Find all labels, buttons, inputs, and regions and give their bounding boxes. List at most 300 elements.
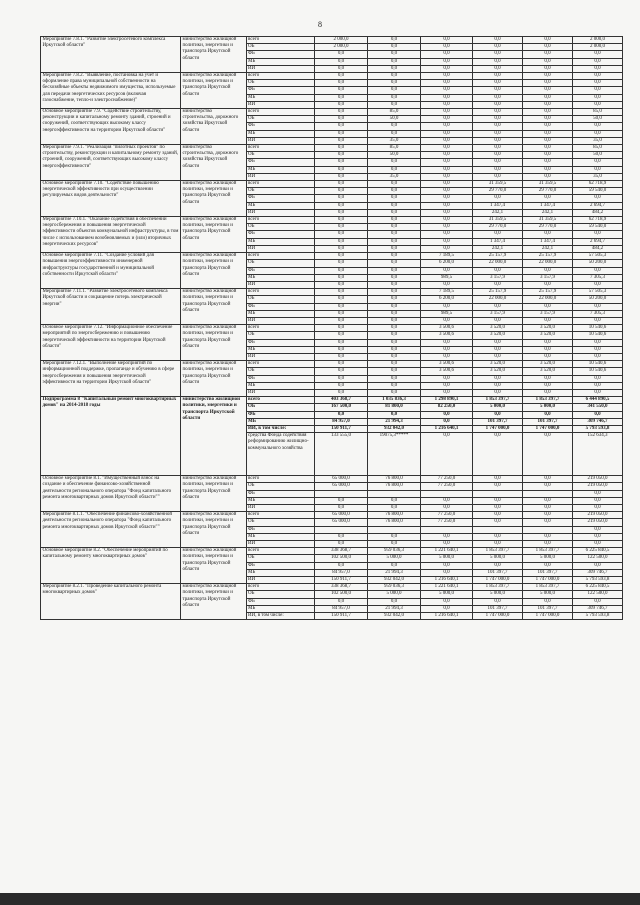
year-value-cell: 7 189,5 xyxy=(421,289,473,296)
year-value-cell xyxy=(523,490,573,497)
funding-source: МБ xyxy=(247,569,315,576)
year-value-cell: 0,0 xyxy=(315,389,368,396)
total-value-cell: 309 746,7 xyxy=(573,569,623,576)
funding-source: МБ xyxy=(247,346,315,353)
year-value-cell: 0,0 xyxy=(421,238,473,245)
table-row xyxy=(41,397,623,404)
year-value-cell: 0,0 xyxy=(368,73,421,80)
responsible-executor: министерство жилищной политики, энергетики и транспорта Иркутской области xyxy=(181,253,247,289)
table-row xyxy=(41,109,623,116)
year-value-cell: 0,0 xyxy=(368,289,421,296)
year-value-cell: 989,5 xyxy=(421,310,473,317)
year-value-cell: 0,0 xyxy=(315,101,368,108)
funding-source: ИИ xyxy=(247,245,315,252)
year-value-cell: 5 000,0 xyxy=(473,404,523,411)
total-value-cell: 0,0 xyxy=(573,159,623,166)
funding-source: всего xyxy=(247,37,315,44)
year-value-cell: 0,0 xyxy=(315,245,368,252)
funding-source: МБ xyxy=(247,202,315,209)
scan-bottom-edge xyxy=(0,893,640,905)
year-value-cell: 0,0 xyxy=(421,605,473,612)
total-value-cell: 219 050,0 xyxy=(573,512,623,519)
year-value-cell: 65 000,0 xyxy=(315,519,368,526)
year-value-cell: 0,0 xyxy=(473,159,523,166)
year-value-cell: 0,0 xyxy=(523,375,573,382)
activity-description: Мероприятие 7.12.1. "Выполнение мероприятий по информационной поддержке, пропаганде и обучению в сфере энергосбережения и повышения энергетической эффективности на территории Иркутской области" xyxy=(41,361,181,397)
year-value-cell: 0,0 xyxy=(315,231,368,238)
total-value-cell: 152 634,3 xyxy=(573,433,623,476)
year-value-cell: 0,0 xyxy=(315,116,368,123)
year-value-cell: 0,0 xyxy=(473,598,523,605)
year-value-cell: 1 747 000,0 xyxy=(523,425,573,432)
funding-source: ФБ xyxy=(247,159,315,166)
year-value-cell: 0,0 xyxy=(473,411,523,418)
table-row xyxy=(41,584,623,591)
year-value-cell: 0,0 xyxy=(523,389,573,396)
total-value-cell: 0,0 xyxy=(573,73,623,80)
year-value-cell: 0,0 xyxy=(368,346,421,353)
year-value-cell xyxy=(421,526,473,533)
year-value-cell: 1 853 397,7 xyxy=(523,397,573,404)
year-value-cell xyxy=(315,526,368,533)
year-value-cell: 101 397,7 xyxy=(523,418,573,425)
year-value-cell: 0,0 xyxy=(421,497,473,504)
year-value-cell: 0,0 xyxy=(473,267,523,274)
year-value-cell: 150 911,7 xyxy=(315,425,368,432)
funding-source: всего xyxy=(247,548,315,555)
activity-description: Подпрограмма 8 "Капитальный ремонт многоквартирных домов" на 2014-2018 годы xyxy=(41,397,181,476)
funding-source: ОБ xyxy=(247,260,315,267)
year-value-cell: 22 000,0 xyxy=(523,296,573,303)
year-value-cell: 0,0 xyxy=(421,224,473,231)
responsible-executor: министерство жилищной политики, энергетики и транспорта Иркутской области xyxy=(181,397,247,476)
year-value-cell: 0,0 xyxy=(368,361,421,368)
year-value-cell xyxy=(368,526,421,533)
year-value-cell: 0,0 xyxy=(473,504,523,511)
year-value-cell: 0,0 xyxy=(473,231,523,238)
year-value-cell: 0,0 xyxy=(368,37,421,44)
year-value-cell: 35,0 xyxy=(368,137,421,144)
year-value-cell: 0,0 xyxy=(421,109,473,116)
year-value-cell: 3 500,6 xyxy=(421,325,473,332)
total-value-cell: 0,0 xyxy=(573,65,623,72)
year-value-cell: 0,0 xyxy=(523,483,573,490)
total-value-cell: 0,0 xyxy=(573,411,623,418)
year-value-cell: 0,0 xyxy=(421,101,473,108)
year-value-cell: 0,0 xyxy=(368,51,421,58)
funding-source: ИИ xyxy=(247,101,315,108)
year-value-cell: 0,0 xyxy=(368,598,421,605)
year-value-cell: 0,0 xyxy=(368,497,421,504)
total-value-cell: 62 718,9 xyxy=(573,217,623,224)
table-row xyxy=(41,217,623,224)
year-value-cell: 0,0 xyxy=(368,195,421,202)
year-value-cell: 22 000,0 xyxy=(473,296,523,303)
year-value-cell: 0,0 xyxy=(473,533,523,540)
year-value-cell: 0,0 xyxy=(523,433,573,476)
year-value-cell: 0,0 xyxy=(473,145,523,152)
total-value-cell: 10 540,6 xyxy=(573,361,623,368)
year-value-cell: 0,0 xyxy=(473,562,523,569)
funding-source: ИИ xyxy=(247,317,315,324)
year-value-cell: 29 770,0 xyxy=(473,188,523,195)
year-value-cell: 0,0 xyxy=(315,296,368,303)
funding-source: ОБ xyxy=(247,44,315,51)
year-value-cell: 0,0 xyxy=(421,353,473,360)
year-value-cell: 1 298 890,1 xyxy=(421,397,473,404)
year-value-cell: 3 520,0 xyxy=(473,368,523,375)
year-value-cell: 0,0 xyxy=(368,44,421,51)
total-value-cell: 6 225 840,5 xyxy=(573,584,623,591)
year-value-cell: 1 747 000,0 xyxy=(473,613,523,620)
funding-source: ОБ xyxy=(247,519,315,526)
year-value-cell: 932 042,0 xyxy=(368,425,421,432)
year-value-cell: 21 994,3 xyxy=(368,605,421,612)
total-value-cell: 6 225 840,5 xyxy=(573,548,623,555)
table-row xyxy=(41,476,623,483)
year-value-cell: 0,0 xyxy=(368,159,421,166)
table-row xyxy=(41,253,623,260)
year-value-cell: 0,0 xyxy=(421,37,473,44)
total-value-cell: 219 050,0 xyxy=(573,519,623,526)
year-value-cell: 959 036,3 xyxy=(368,548,421,555)
year-value-cell: 0,0 xyxy=(368,296,421,303)
year-value-cell: 0,0 xyxy=(473,101,523,108)
year-value-cell: 0,0 xyxy=(523,339,573,346)
year-value-cell: 959 036,3 xyxy=(368,584,421,591)
year-value-cell: 0,0 xyxy=(421,411,473,418)
year-value-cell: 0,0 xyxy=(315,80,368,87)
year-value-cell: 150 911,7 xyxy=(315,613,368,620)
year-value-cell: 338 368,7 xyxy=(315,548,368,555)
table-row xyxy=(41,548,623,555)
year-value-cell: 5 000,0 xyxy=(421,555,473,562)
year-value-cell: 0,0 xyxy=(421,51,473,58)
year-value-cell: 1 853 397,7 xyxy=(523,548,573,555)
year-value-cell: 6 200,0 xyxy=(421,296,473,303)
total-value-cell: 10 540,6 xyxy=(573,332,623,339)
total-value-cell: 57 505,3 xyxy=(573,253,623,260)
year-value-cell: 0,0 xyxy=(368,87,421,94)
funding-source: всего xyxy=(247,181,315,188)
year-value-cell: 0,0 xyxy=(315,375,368,382)
year-value-cell: 0,0 xyxy=(421,73,473,80)
funding-source: ОБ xyxy=(247,152,315,159)
year-value-cell: 0,0 xyxy=(523,37,573,44)
year-value-cell: 0,0 xyxy=(368,130,421,137)
year-value-cell: 5 000,0 xyxy=(473,555,523,562)
total-value-cell: 5 793 593,8 xyxy=(573,613,623,620)
total-value-cell: 0,0 xyxy=(573,375,623,382)
year-value-cell: 0,0 xyxy=(315,361,368,368)
year-value-cell: 0,0 xyxy=(421,58,473,65)
activity-description: Основное мероприятие 7.12. "Информационное обеспечение мероприятий по энергосбережению и повышению энергетической эффективности на территории Иркутской области" xyxy=(41,325,181,361)
year-value-cell: 22 000,0 xyxy=(523,260,573,267)
year-value-cell: 5 000,0 xyxy=(473,591,523,598)
total-value-cell: 5 793 593,8 xyxy=(573,425,623,432)
responsible-executor: министерство жилищной политики, энергетики и транспорта Иркутской области xyxy=(181,548,247,584)
year-value-cell: 81 800,0 xyxy=(368,404,421,411)
responsible-executor: министерство жилищной политики, энергетики и транспорта Иркутской области xyxy=(181,584,247,620)
year-value-cell: 0,0 xyxy=(473,375,523,382)
year-value-cell: 76 800,0 xyxy=(368,512,421,519)
year-value-cell: 0,0 xyxy=(315,58,368,65)
year-value-cell: 0,0 xyxy=(315,289,368,296)
year-value-cell: 84 957,0 xyxy=(315,605,368,612)
year-value-cell: 25 157,9 xyxy=(523,253,573,260)
year-value-cell: 101 397,7 xyxy=(523,605,573,612)
year-value-cell: 76 800,0 xyxy=(368,476,421,483)
responsible-executor: министерство жилищной политики, энергетики и транспорта Иркутской области xyxy=(181,73,247,109)
year-value-cell: 0,0 xyxy=(421,389,473,396)
year-value-cell: 0,0 xyxy=(473,166,523,173)
funding-source: ФБ xyxy=(247,51,315,58)
year-value-cell: 0,0 xyxy=(523,411,573,418)
year-value-cell: 0,0 xyxy=(523,382,573,389)
activity-description: Мероприятие 8.1.1. "Обеспечение финансово-хозяйственной деятельности регионального оператора "Фонд капитального ремонта многоквартирных домов Иркутской области"" xyxy=(41,512,181,548)
year-value-cell: 0,0 xyxy=(523,231,573,238)
year-value-cell: 0,0 xyxy=(315,346,368,353)
year-value-cell: 1 347,4 xyxy=(523,238,573,245)
funding-source: ОБ xyxy=(247,80,315,87)
year-value-cell: 0,0 xyxy=(473,123,523,130)
year-value-cell: 0,0 xyxy=(368,101,421,108)
total-value-cell: 0,0 xyxy=(573,123,623,130)
total-value-cell: 0,0 xyxy=(573,80,623,87)
year-value-cell: 0,0 xyxy=(421,166,473,173)
year-value-cell: 5 000,0 xyxy=(523,555,573,562)
year-value-cell: 0,0 xyxy=(315,274,368,281)
year-value-cell: 0,0 xyxy=(473,353,523,360)
year-value-cell: 0,0 xyxy=(421,159,473,166)
year-value-cell: 0,0 xyxy=(421,80,473,87)
activity-description: Мероприятие 7.11.1. "Развитие электросетевого комплекса Иркутской области и сокращение потерь электрической энергии" xyxy=(41,289,181,325)
year-value-cell: 0,0 xyxy=(315,224,368,231)
funding-source: всего xyxy=(247,361,315,368)
year-value-cell: 0,0 xyxy=(523,109,573,116)
year-value-cell: 0,0 xyxy=(368,58,421,65)
funding-source: ОБ xyxy=(247,591,315,598)
table-row xyxy=(41,181,623,188)
year-value-cell: 0,0 xyxy=(421,231,473,238)
activity-description: Основное мероприятие 8.2. "Обеспечение мероприятий по капитальному ремонту многоквартирных домов" xyxy=(41,548,181,584)
year-value-cell: 0,0 xyxy=(523,51,573,58)
funding-source: ИИ xyxy=(247,541,315,548)
total-value-cell: 0,0 xyxy=(573,317,623,324)
funding-source: ОБ xyxy=(247,404,315,411)
table-row xyxy=(41,73,623,80)
funding-source: ИИ, в том числе: xyxy=(247,613,315,620)
year-value-cell: 0,0 xyxy=(421,267,473,274)
total-value-cell: 0,0 xyxy=(573,281,623,288)
year-value-cell: 101 397,7 xyxy=(523,569,573,576)
responsible-executor: министерство жилищной политики, энергетики и транспорта Иркутской области xyxy=(181,37,247,73)
funding-source: ФБ xyxy=(247,339,315,346)
year-value-cell: 1 853 397,7 xyxy=(473,397,523,404)
year-value-cell: 0,0 xyxy=(421,195,473,202)
funding-source: всего xyxy=(247,325,315,332)
total-value-cell: 7 305,3 xyxy=(573,310,623,317)
year-value-cell: 1 216 640,1 xyxy=(421,577,473,584)
funding-source: ФБ xyxy=(247,490,315,497)
year-value-cell: 0,0 xyxy=(368,260,421,267)
year-value-cell: 0,0 xyxy=(473,137,523,144)
year-value-cell xyxy=(315,490,368,497)
year-value-cell: 0,0 xyxy=(315,159,368,166)
responsible-executor: министерство жилищной политики, энергетики и транспорта Иркутской области xyxy=(181,476,247,512)
funding-source: всего xyxy=(247,476,315,483)
year-value-cell: 0,0 xyxy=(473,51,523,58)
year-value-cell: 0,0 xyxy=(315,303,368,310)
total-value-cell: 219 050,0 xyxy=(573,483,623,490)
activity-description: Мероприятие 7.10.1. "Оказание содействия в обеспечении энергосбережения и повышения энергетической эффективности объектов коммунальной инфраструктуры, в том числе с использованием возобновляемых и (или) вторичных энергетических ресурсов" xyxy=(41,217,181,253)
total-value-cell: 0,0 xyxy=(573,389,623,396)
year-value-cell: 77 250,0 xyxy=(421,483,473,490)
year-value-cell: 0,0 xyxy=(473,303,523,310)
year-value-cell: 0,0 xyxy=(523,519,573,526)
year-value-cell: 3 500,6 xyxy=(421,368,473,375)
year-value-cell: 0,0 xyxy=(523,562,573,569)
year-value-cell: 0,0 xyxy=(315,202,368,209)
year-value-cell: 0,0 xyxy=(315,188,368,195)
year-value-cell: 0,0 xyxy=(368,325,421,332)
year-value-cell: 50,0 xyxy=(368,152,421,159)
total-value-cell: 50,0 xyxy=(573,152,623,159)
year-value-cell: 1 347,4 xyxy=(473,238,523,245)
year-value-cell: 0,0 xyxy=(523,65,573,72)
year-value-cell: 0,0 xyxy=(315,87,368,94)
year-value-cell: 0,0 xyxy=(421,339,473,346)
funding-source: МБ xyxy=(247,533,315,540)
total-value-cell: 0,0 xyxy=(573,339,623,346)
funding-source: всего xyxy=(247,145,315,152)
year-value-cell: 0,0 xyxy=(523,116,573,123)
year-value-cell: 0,0 xyxy=(368,209,421,216)
total-value-cell: 35,0 xyxy=(573,173,623,180)
total-value-cell: 10 540,6 xyxy=(573,368,623,375)
year-value-cell xyxy=(473,526,523,533)
year-value-cell: 0,0 xyxy=(315,353,368,360)
year-value-cell: 35,0 xyxy=(368,173,421,180)
year-value-cell: 167 500,0 xyxy=(315,404,368,411)
year-value-cell: 5 000,0 xyxy=(368,591,421,598)
responsible-executor: министерство жилищной политики, энергетики и транспорта Иркутской области xyxy=(181,325,247,361)
funding-source: ФБ xyxy=(247,267,315,274)
total-value-cell: 0,0 xyxy=(573,87,623,94)
year-value-cell: 0,0 xyxy=(368,238,421,245)
year-value-cell: 0,0 xyxy=(368,94,421,101)
year-value-cell: 0,0 xyxy=(421,541,473,548)
year-value-cell: 0,0 xyxy=(473,109,523,116)
year-value-cell: 0,0 xyxy=(421,65,473,72)
funding-source: ИИ xyxy=(247,281,315,288)
total-value-cell: 0,0 xyxy=(573,562,623,569)
year-value-cell: 21 994,3 xyxy=(368,569,421,576)
year-value-cell: 0,0 xyxy=(421,598,473,605)
funding-source: всего xyxy=(247,109,315,116)
funding-source: МБ xyxy=(247,130,315,137)
year-value-cell: 0,0 xyxy=(473,173,523,180)
year-value-cell: 0,0 xyxy=(421,116,473,123)
year-value-cell: 1 747 000,0 xyxy=(523,577,573,584)
year-value-cell: 1 221 640,1 xyxy=(421,548,473,555)
year-value-cell: 0,0 xyxy=(523,159,573,166)
year-value-cell: 0,0 xyxy=(368,65,421,72)
year-value-cell: 1 853 397,7 xyxy=(523,584,573,591)
year-value-cell: 2 000,0 xyxy=(315,37,368,44)
year-value-cell: 25 157,9 xyxy=(473,289,523,296)
year-value-cell: 0,0 xyxy=(421,569,473,576)
total-value-cell: 0,0 xyxy=(573,497,623,504)
year-value-cell: 0,0 xyxy=(315,65,368,72)
year-value-cell: 0,0 xyxy=(473,87,523,94)
year-value-cell: 1 747 000,0 xyxy=(473,425,523,432)
year-value-cell: 0,0 xyxy=(368,375,421,382)
year-value-cell: 102 500,0 xyxy=(315,591,368,598)
funding-source: всего xyxy=(247,217,315,224)
funding-source: ИИ xyxy=(247,65,315,72)
year-value-cell: 0,0 xyxy=(523,541,573,548)
funding-source: ИИ xyxy=(247,353,315,360)
year-value-cell: 0,0 xyxy=(473,73,523,80)
funding-source: всего xyxy=(247,584,315,591)
year-value-cell: 0,0 xyxy=(368,317,421,324)
year-value-cell: 77 250,0 xyxy=(421,476,473,483)
year-value-cell: 0,0 xyxy=(315,209,368,216)
funding-source: МБ xyxy=(247,605,315,612)
year-value-cell: 0,0 xyxy=(473,195,523,202)
funding-source: ОБ xyxy=(247,483,315,490)
total-value-cell: 85,0 xyxy=(573,109,623,116)
table-body xyxy=(41,37,623,620)
funding-source: всего xyxy=(247,512,315,519)
year-value-cell: 0,0 xyxy=(523,512,573,519)
year-value-cell: 6 200,0 xyxy=(421,260,473,267)
year-value-cell: 0,0 xyxy=(421,375,473,382)
total-value-cell: 0,0 xyxy=(573,490,623,497)
total-value-cell: 50 200,0 xyxy=(573,296,623,303)
year-value-cell: 0,0 xyxy=(523,58,573,65)
year-value-cell: 31 359,5 xyxy=(473,217,523,224)
total-value-cell: 309 746,7 xyxy=(573,418,623,425)
year-value-cell: 0,0 xyxy=(523,137,573,144)
year-value-cell: 25 157,9 xyxy=(473,253,523,260)
year-value-cell: 242,1 xyxy=(473,209,523,216)
year-value-cell: 5 000,0 xyxy=(523,404,573,411)
year-value-cell: 0,0 xyxy=(523,281,573,288)
year-value-cell: 5 000,0 xyxy=(523,591,573,598)
year-value-cell: 0,0 xyxy=(315,260,368,267)
year-value-cell: 77 250,0 xyxy=(421,512,473,519)
funding-source: ФБ xyxy=(247,87,315,94)
total-value-cell: 85,0 xyxy=(573,145,623,152)
year-value-cell: 3 520,0 xyxy=(473,325,523,332)
year-value-cell: 7 189,5 xyxy=(421,253,473,260)
year-value-cell: 403 368,7 xyxy=(315,397,368,404)
year-value-cell: 338 368,7 xyxy=(315,584,368,591)
budget-table xyxy=(40,36,623,620)
year-value-cell: 3 520,0 xyxy=(523,332,573,339)
year-value-cell: 0,0 xyxy=(368,541,421,548)
year-value-cell: 0,0 xyxy=(523,44,573,51)
total-value-cell: 0,0 xyxy=(573,130,623,137)
year-value-cell xyxy=(421,490,473,497)
year-value-cell: 0,0 xyxy=(523,94,573,101)
funding-source: ФБ xyxy=(247,375,315,382)
total-value-cell: 0,0 xyxy=(573,267,623,274)
funding-source: МБ xyxy=(247,497,315,504)
year-value-cell: 0,0 xyxy=(473,37,523,44)
